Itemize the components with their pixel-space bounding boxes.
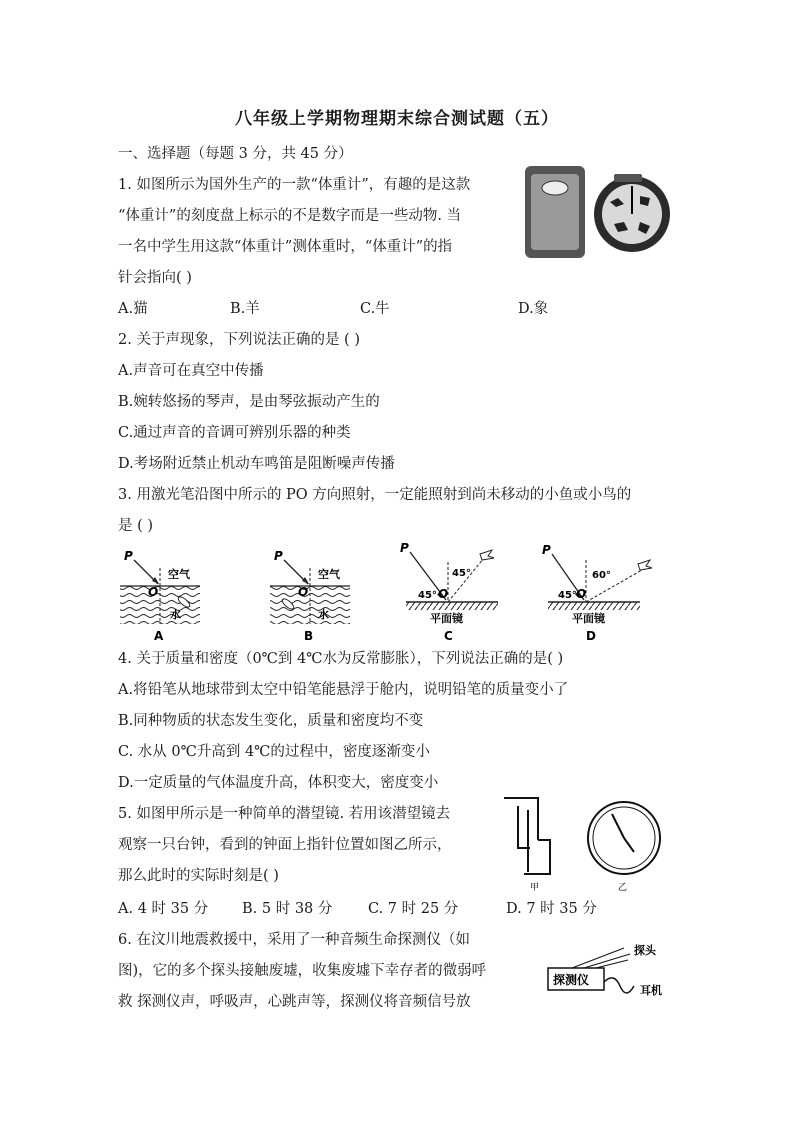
p-label-c: P (400, 542, 409, 555)
q1-line-1: 1. 如图所示为国外生产的一款“体重计”，有趣的是这款 (118, 177, 471, 193)
angle-d-1: 45° (558, 590, 577, 601)
probe-wire-3 (596, 960, 628, 968)
arrow-b (302, 577, 309, 584)
q4-option-a: A.将铅笔从地球带到太空中铅笔能悬浮于舱内，说明铅笔的质量变小了 (118, 682, 569, 698)
arrow-a (152, 577, 159, 584)
o-label-d: O (576, 587, 587, 601)
q2-option-a: A.声音可在真空中传播 (118, 363, 264, 379)
water-label-a: 水 (170, 608, 181, 621)
detector-figure (544, 938, 678, 1008)
q6-line-3: 救 探测仪声，呼吸声，心跳声等，探测仪将音频信号放 (118, 994, 471, 1010)
scale-photo (522, 162, 672, 262)
angle-c-1: 45° (418, 590, 437, 601)
q5-figures (500, 794, 676, 894)
air-label-b: 空气 (318, 568, 340, 581)
q6-line-2: 图)，它的多个探头接触废墟，收集废墟下幸存者的微弱呼 (118, 963, 487, 979)
q4-stem: 4. 关于质量和密度（0℃到 4℃水为反常膨胀），下列说法正确的是( ) (118, 651, 564, 667)
angle-d-2: 60° (592, 570, 611, 581)
q2-stem: 2. 关于声现象，下列说法正确的是 ( ) (118, 332, 360, 348)
periscope (504, 798, 550, 893)
q2-option-d: D.考场附近禁止机动车鸣笛是阻断噪声传播 (118, 456, 395, 472)
periscope-top (504, 798, 538, 840)
q1-line-4: 针会指向( ) (118, 270, 192, 286)
air-label-a: 空气 (168, 568, 190, 581)
earphone-label: 耳机 (640, 984, 662, 997)
dial-top (614, 174, 642, 182)
label-c: C (444, 629, 453, 642)
mirror-hatch-d (548, 602, 640, 610)
q1-option-d: D.象 (518, 301, 549, 317)
q6-line-1: 6. 在汶川地震救援中，采用了一种音频生命探测仪（如 (118, 932, 470, 948)
q5-option-c: C. 7 时 25 分 (368, 901, 459, 917)
p-label-d: P (542, 543, 551, 557)
earphone-wire (604, 978, 634, 993)
q5-option-b: B. 5 时 38 分 (242, 901, 333, 917)
figure-c (400, 542, 498, 642)
q5-line-1: 5. 如图甲所示是一种简单的潜望镜. 若用该潜望镜去 (118, 806, 451, 822)
o-label-a: O (148, 585, 159, 599)
figure-d (542, 543, 652, 642)
probe-label: 探头 (634, 944, 656, 957)
fig-label-yi: 乙 (618, 883, 628, 893)
mirror-hatch-c (406, 602, 498, 610)
bird-c (480, 550, 494, 560)
q2-option-c: C.通过声音的音调可辨别乐器的种类 (118, 425, 351, 441)
q5-line-2: 观察一只台钟，看到的钟面上指针位置如图乙所示， (118, 837, 452, 853)
figure-b (270, 549, 350, 642)
q1-option-a: A.猫 (118, 301, 148, 317)
clock (588, 802, 660, 893)
section-heading: 一、选择题（每题 3 分，共 45 分） (118, 146, 353, 162)
water-label-b: 水 (318, 608, 329, 621)
q5-option-a: A. 4 时 35 分 (118, 901, 209, 917)
q1-option-b: B.羊 (230, 301, 260, 317)
label-a: A (154, 629, 164, 642)
q3-line-2: 是 ( ) (118, 518, 154, 534)
q4-option-c: C. 水从 0℃升高到 4℃的过程中，密度逐渐变小 (118, 744, 430, 760)
p-label-a: P (124, 549, 133, 563)
scale-dial-small (542, 181, 568, 195)
o-label-c: O (438, 587, 449, 601)
label-b: B (304, 629, 314, 642)
q5-option-d: D. 7 时 35 分 (506, 901, 597, 917)
q3-figures (112, 542, 672, 642)
q5-line-3: 那么此时的实际时刻是( ) (118, 868, 279, 884)
angle-c-2: 45° (452, 568, 471, 579)
q4-option-b: B.同种物质的状态发生变化，质量和密度均不变 (118, 713, 424, 729)
q2-option-b: B.婉转悠扬的琴声，是由琴弦振动产生的 (118, 394, 380, 410)
q1-line-3: 一名中学生用这款“体重计”测体重时，“体重计”的指 (118, 239, 453, 255)
o-label-b: O (298, 585, 309, 599)
bird-d (638, 560, 652, 570)
page-title: 八年级上学期物理期末综合测试题（五） (235, 109, 559, 129)
q4-option-d: D.一定质量的气体温度升高，体积变大，密度变小 (118, 775, 439, 791)
label-d: D (586, 629, 596, 642)
q1-option-c: C.牛 (360, 301, 390, 317)
reflect-c (448, 558, 484, 602)
figure-a (120, 549, 200, 642)
fig-label-jia: 甲 (530, 883, 540, 893)
detector-label: 探测仪 (553, 973, 590, 987)
mirror-label-d: 平面镜 (572, 612, 605, 625)
q3-line-1: 3. 用激光笔沿图中所示的 PO 方向照射，一定能照射到尚未移动的小鱼或小鸟的 (118, 487, 632, 503)
mirror-label-c: 平面镜 (430, 612, 463, 625)
q1-line-2: “体重计”的刻度盘上标示的不是数字而是一些动物. 当 (118, 208, 462, 224)
p-label-b: P (274, 549, 283, 563)
